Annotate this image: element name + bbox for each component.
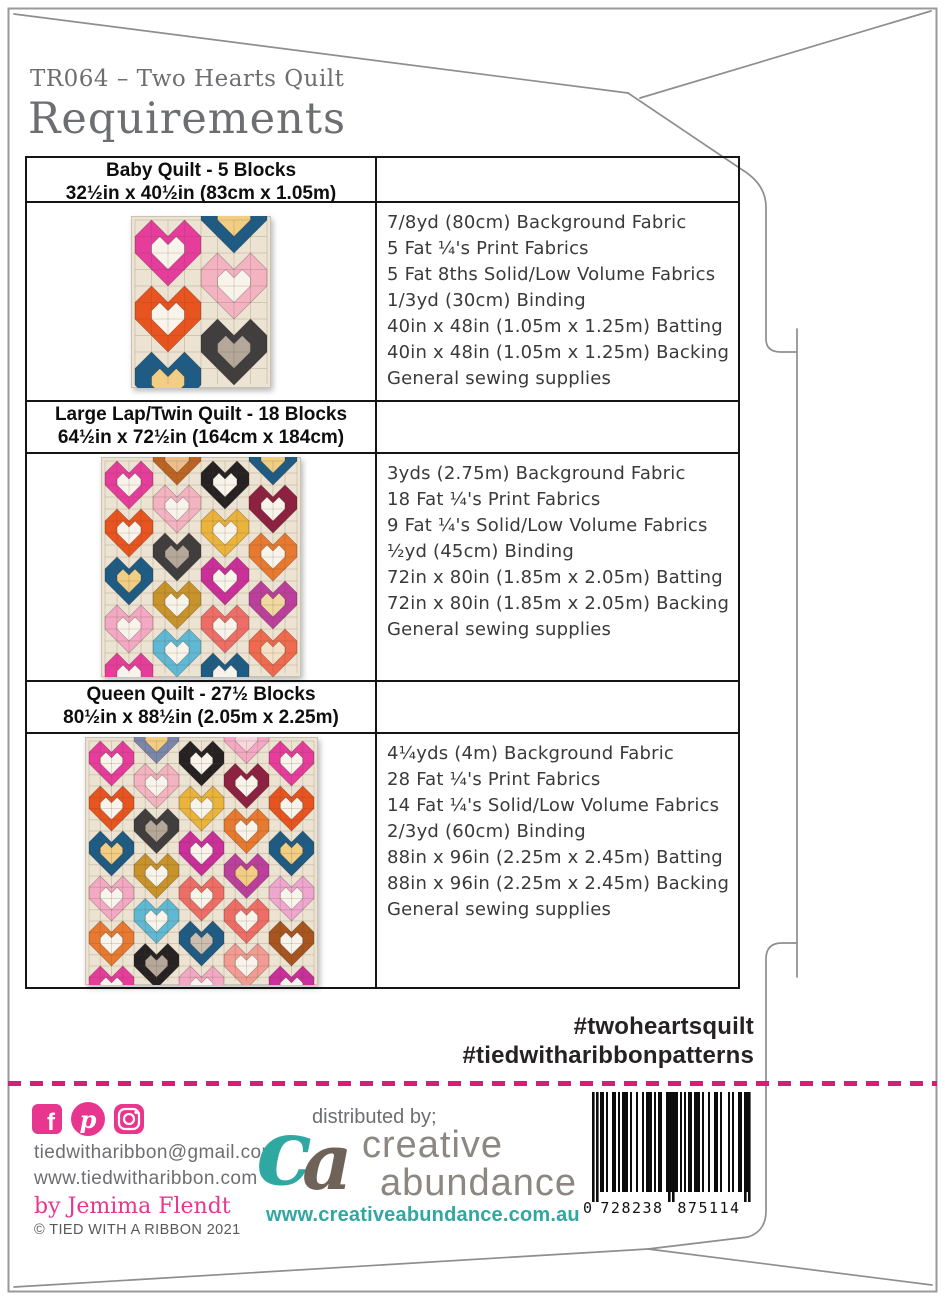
social-icons-row xyxy=(32,1102,144,1136)
svg-text:728238: 728238 xyxy=(600,1199,664,1217)
requirement-line: 28 Fat ¼'s Print Fabrics xyxy=(387,769,601,790)
pinterest-icon xyxy=(71,1102,105,1136)
requirement-line: General sewing supplies xyxy=(387,619,612,640)
requirement-line: 1/3yd (30cm) Binding xyxy=(387,290,586,311)
quilt-image-cell xyxy=(27,203,375,400)
svg-text:p: p xyxy=(79,1105,97,1134)
requirement-line: 4¼yds (4m) Background Fabric xyxy=(387,743,674,764)
requirement-line: 72in x 80in (1.85m x 2.05m) Batting xyxy=(387,567,723,588)
page-title: Requirements xyxy=(28,94,347,144)
requirements-cell xyxy=(375,203,738,400)
requirement-line: 3yds (2.75m) Background Fabric xyxy=(387,463,686,484)
section-header-empty-cell xyxy=(375,158,738,201)
section-header-baby xyxy=(27,158,738,203)
requirement-line: 40in x 48in (1.05m x 1.25m) Batting xyxy=(387,316,723,337)
section-title: Large Lap/Twin Quilt - 18 Blocks xyxy=(54,404,348,425)
hashtag: #tiedwitharibbonpatterns xyxy=(462,1042,754,1069)
requirement-line: 7/8yd (80cm) Background Fabric xyxy=(387,212,687,233)
requirement-line: 18 Fat ¼'s Print Fabrics xyxy=(387,489,601,510)
contact-website: www.tiedwitharibbon.com xyxy=(34,1168,258,1189)
requirement-line: 5 Fat 8ths Solid/Low Volume Fabrics xyxy=(387,264,716,285)
section-header-queen xyxy=(27,682,738,734)
svg-text:0: 0 xyxy=(583,1199,594,1217)
pattern-code-title: TR064 – Two Hearts Quilt xyxy=(30,66,345,92)
section-size: 64½in x 72½in (164cm x 184cm) xyxy=(57,427,345,448)
svg-text:f: f xyxy=(47,1109,55,1134)
section-header-lap xyxy=(27,402,738,454)
quilt-image-cell xyxy=(27,734,375,987)
author-credit: by Jemima Flendt xyxy=(34,1194,231,1219)
section-size: 80½in x 88½in (2.05m x 2.25m) xyxy=(63,707,339,728)
section-header-empty-cell xyxy=(375,682,738,732)
requirements-table xyxy=(25,156,740,989)
section-header-cell xyxy=(27,402,375,452)
baby-quilt-image xyxy=(131,216,271,388)
section-header-cell xyxy=(27,682,375,732)
hashtag: #twoheartsquilt xyxy=(573,1013,754,1040)
distributor-monogram-c: c xyxy=(256,1098,313,1206)
requirement-line: General sewing supplies xyxy=(387,368,612,389)
requirement-line: ½yd (45cm) Binding xyxy=(387,541,574,562)
distributor-monogram-a: a xyxy=(302,1117,353,1208)
requirement-line: 40in x 48in (1.05m x 1.25m) Backing xyxy=(387,342,730,363)
facebook-icon xyxy=(32,1104,62,1134)
distributed-by-label: distributed by; xyxy=(312,1106,437,1128)
lap-quilt-image xyxy=(101,457,301,677)
section-body-baby xyxy=(27,203,738,402)
requirement-line: 9 Fat ¼'s Solid/Low Volume Fabrics xyxy=(387,515,708,536)
quilt-image-cell xyxy=(27,454,375,680)
section-header-empty-cell xyxy=(375,402,738,452)
section-body-lap xyxy=(27,454,738,682)
copyright-notice: © TIED WITH A RIBBON 2021 xyxy=(34,1222,241,1238)
instagram-icon xyxy=(114,1104,144,1134)
requirement-line: 2/3yd (60cm) Binding xyxy=(387,821,586,842)
contact-email: tiedwitharibbon@gmail.com xyxy=(34,1142,278,1163)
dashed-cut-line xyxy=(8,1081,937,1086)
requirement-line: 5 Fat ¼'s Print Fabrics xyxy=(387,238,589,259)
requirement-line: 72in x 80in (1.85m x 2.05m) Backing xyxy=(387,593,730,614)
distributor-url: www.creativeabundance.com.au xyxy=(266,1204,580,1226)
section-size: 32½in x 40½in (83cm x 1.05m) xyxy=(65,183,337,204)
section-title: Baby Quilt - 5 Blocks xyxy=(105,160,297,181)
requirement-line: 14 Fat ¼'s Solid/Low Volume Fabrics xyxy=(387,795,720,816)
requirement-line: General sewing supplies xyxy=(387,899,612,920)
svg-text:875114: 875114 xyxy=(677,1199,741,1217)
requirement-line: 88in x 96in (2.25m x 2.45m) Backing xyxy=(387,873,730,894)
barcode xyxy=(582,1088,760,1220)
distributor-name-line1: creative xyxy=(362,1124,504,1166)
section-header-cell xyxy=(27,158,375,204)
queen-quilt-image xyxy=(85,737,318,985)
distributor-name-line2: abundance xyxy=(380,1162,578,1204)
section-body-queen xyxy=(27,734,738,987)
requirements-cell xyxy=(375,454,738,680)
requirements-cell xyxy=(375,734,738,987)
hashtags-block xyxy=(350,1012,754,1070)
section-title: Queen Quilt - 27½ Blocks xyxy=(86,684,316,705)
requirement-line: 88in x 96in (2.25m x 2.45m) Batting xyxy=(387,847,723,868)
